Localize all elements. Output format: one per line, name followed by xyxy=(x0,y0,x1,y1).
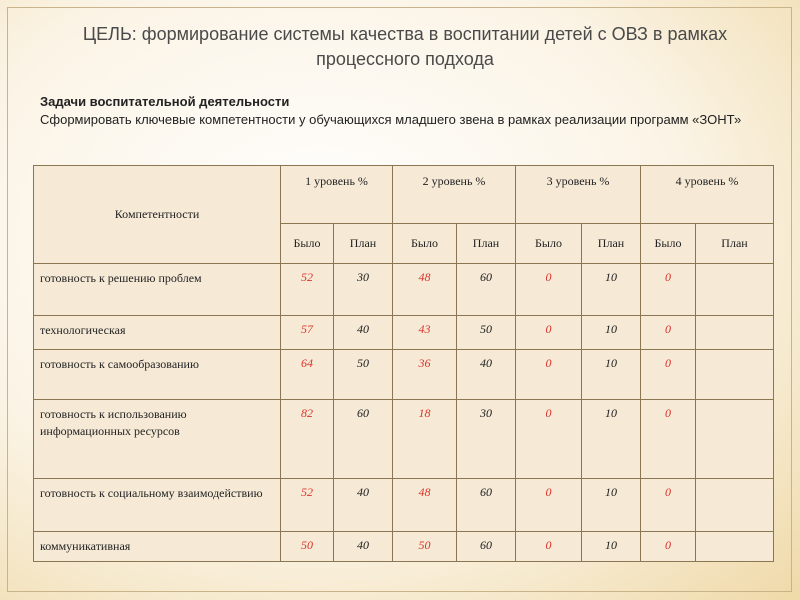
value-was: 52 xyxy=(281,479,334,532)
value-plan xyxy=(696,316,774,350)
value-was: 48 xyxy=(393,479,457,532)
value-was: 50 xyxy=(393,532,457,562)
header-was: Было xyxy=(393,224,457,264)
value-was: 64 xyxy=(281,350,334,400)
header-was: Было xyxy=(516,224,582,264)
slide-title: ЦЕЛЬ: формирование системы качества в воспитании детей с ОВЗ в рамках процессного подхода xyxy=(82,24,728,69)
value-plan xyxy=(696,264,774,316)
value-plan: 10 xyxy=(582,350,641,400)
header-was: Было xyxy=(641,224,696,264)
value-was: 0 xyxy=(641,316,696,350)
value-was: 0 xyxy=(641,400,696,479)
header-plan: План xyxy=(582,224,641,264)
value-plan: 40 xyxy=(457,350,516,400)
table-row xyxy=(34,316,774,350)
value-was: 0 xyxy=(641,479,696,532)
table-row xyxy=(34,264,774,316)
value-plan: 40 xyxy=(334,532,393,562)
value-was: 18 xyxy=(393,400,457,479)
table-row xyxy=(34,400,774,479)
value-was: 0 xyxy=(641,532,696,562)
table-row xyxy=(34,479,774,532)
value-was: 0 xyxy=(516,532,582,562)
competence-name: готовность к использованию информационных ресурсов xyxy=(34,400,281,479)
header-plan: План xyxy=(334,224,393,264)
competence-table xyxy=(33,165,774,562)
value-was: 0 xyxy=(516,400,582,479)
value-was: 50 xyxy=(281,532,334,562)
value-plan xyxy=(696,400,774,479)
table-row xyxy=(34,532,774,562)
value-was: 52 xyxy=(281,264,334,316)
value-plan xyxy=(696,479,774,532)
value-plan: 40 xyxy=(334,316,393,350)
value-plan: 10 xyxy=(582,316,641,350)
value-was: 36 xyxy=(393,350,457,400)
header-level-4: 4 уровень % xyxy=(641,166,774,224)
competence-name: готовность к социальному взаимодействию xyxy=(34,479,281,532)
value-plan: 60 xyxy=(457,532,516,562)
header-was: Было xyxy=(281,224,334,264)
competence-name: технологическая xyxy=(34,316,281,350)
value-plan: 10 xyxy=(582,400,641,479)
value-was: 0 xyxy=(516,350,582,400)
value-plan: 60 xyxy=(457,479,516,532)
header-level-1: 1 уровень % xyxy=(281,166,393,224)
value-plan: 10 xyxy=(582,264,641,316)
competence-name: коммуникативная xyxy=(34,532,281,562)
value-plan: 60 xyxy=(334,400,393,479)
value-was: 0 xyxy=(641,350,696,400)
competence-name: готовность к самообразованию xyxy=(34,350,281,400)
value-was: 48 xyxy=(393,264,457,316)
value-was: 82 xyxy=(281,400,334,479)
header-competences: Компетентности xyxy=(34,166,281,264)
table-row xyxy=(34,350,774,400)
value-plan: 30 xyxy=(457,400,516,479)
tasks-text: Сформировать ключевые компетентности у обучающихся младшего звена в рамках реализации программ «ЗОНТ» xyxy=(40,112,742,127)
header-level-2: 2 уровень % xyxy=(393,166,516,224)
value-was: 57 xyxy=(281,316,334,350)
value-plan: 60 xyxy=(457,264,516,316)
value-plan: 10 xyxy=(582,479,641,532)
value-was: 0 xyxy=(516,264,582,316)
tasks-heading: Задачи воспитательной деятельности xyxy=(40,94,290,109)
value-plan: 40 xyxy=(334,479,393,532)
value-plan: 50 xyxy=(334,350,393,400)
value-plan: 50 xyxy=(457,316,516,350)
value-was: 0 xyxy=(641,264,696,316)
value-plan: 30 xyxy=(334,264,393,316)
header-plan: План xyxy=(457,224,516,264)
value-was: 0 xyxy=(516,479,582,532)
header-plan: План xyxy=(696,224,774,264)
value-plan xyxy=(696,532,774,562)
competence-name: готовность к решению проблем xyxy=(34,264,281,316)
value-plan xyxy=(696,350,774,400)
value-was: 0 xyxy=(516,316,582,350)
tasks-block xyxy=(40,93,760,129)
header-level-3: 3 уровень % xyxy=(516,166,641,224)
value-plan: 10 xyxy=(582,532,641,562)
value-was: 43 xyxy=(393,316,457,350)
